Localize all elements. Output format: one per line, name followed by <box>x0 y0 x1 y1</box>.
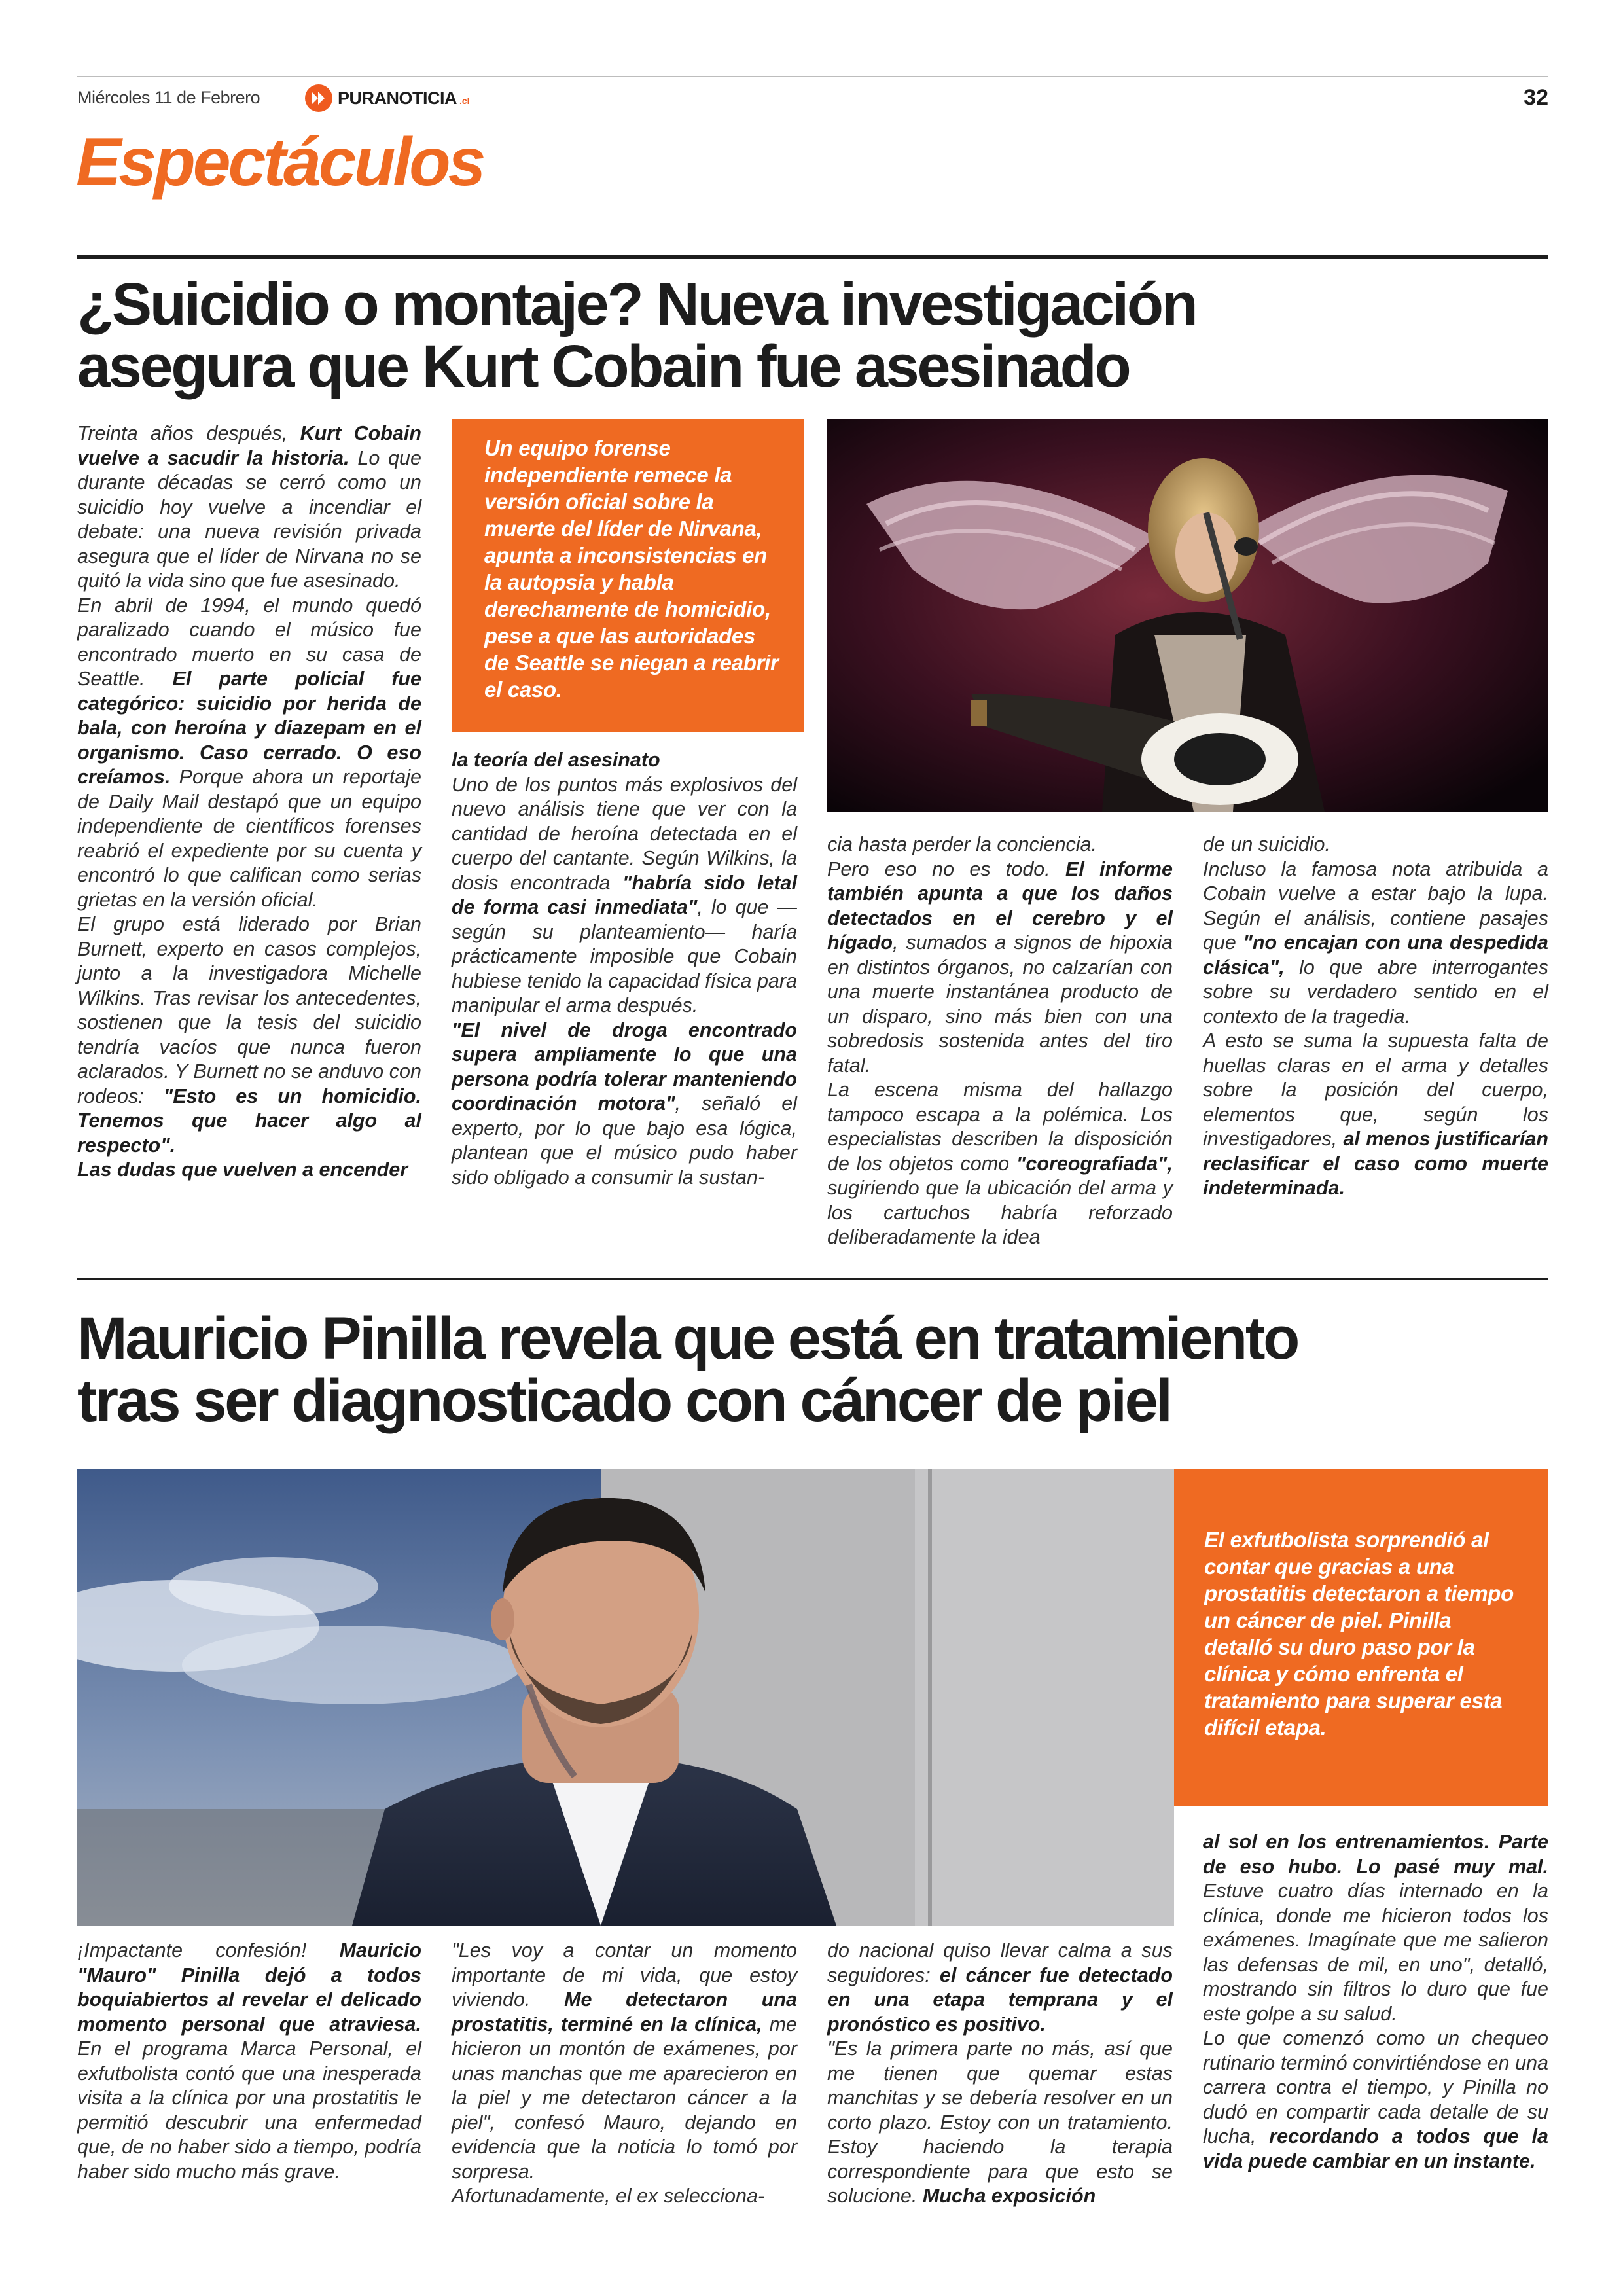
text-run-bold: "El nivel de droga encontrado supera ampliamente lo que una persona podría tolerar manteniendo coordinación motora" <box>452 1018 797 1115</box>
text-run: Incluso la famosa nota atribuida a Cobain vuelve a estar bajo la lupa. Según el análisis, contiene pasajes que <box>1203 857 1548 954</box>
article1-callout-text: Un equipo forense independiente remece la versión oficial sobre la muerte del líder de Nirvana, apunta a inconsistencias en la autopsia y habla derechamente de homicidio, pese a que las autoridades de Seattle se niegan a reabrir el caso. <box>484 436 779 702</box>
text-run: Porque ahora un reportaje de Daily Mail destapó que un equipo independiente de científicos forenses reabrió el expediente por su cuenta y encontró lo que califican como serias grietas en la versión oficial. <box>77 766 421 911</box>
text-run: me hicieron un montón de exámenes, por unas manchas que me aparecieron en la piel y me detectaron cáncer a la piel", confesó Mauro, dejando en evidencia que la noticia lo tomó por sorpresa. <box>452 2013 797 2183</box>
text-run: El grupo está liderado por Brian Burnett, experto en casos complejos, junto a la investigadora Michelle Wilkins. Tras revisar los antecedentes, sostienen que la tesis del suicidio tendría vacíos que nunca fueron aclarados. Y Burnett no se anduvo con rodeos: <box>77 913 421 1107</box>
article1-top-rule <box>77 255 1548 259</box>
text-run: cia hasta perder la conciencia. <box>827 833 1097 855</box>
text-run-bold: Mauricio "Mauro" Pinilla dejó a todos boquiabiertos al revelar el delicado momento personal que atraviesa. <box>77 1939 421 2036</box>
logo-text: PURANOTICIA <box>338 88 457 108</box>
page-number: 32 <box>1524 85 1548 110</box>
text-run: lo que abre interrogantes sobre su verdadero sentido en el contexto de la tragedia. <box>1203 956 1548 1028</box>
article1-headline-line2: asegura que Kurt Cobain fue asesinado <box>77 333 1130 400</box>
article2-column-1 <box>77 1939 421 2184</box>
text-run: Treinta años después, <box>77 422 300 444</box>
article1-column-1 <box>77 422 421 1183</box>
article2-headline <box>77 1305 1548 1434</box>
text-run: Afortunadamente, el ex selecciona- <box>452 2185 765 2207</box>
text-run-bold: Mucha exposición <box>922 2185 1096 2207</box>
text-run-bold: el cáncer fue detectado en una etapa temprana y el pronóstico es positivo. <box>827 1964 1173 2036</box>
text-run-bold: "coreografiada", <box>1016 1152 1173 1175</box>
text-run-bold: al sol en los entrenamientos. Parte de eso hubo. Lo pasé muy mal. <box>1203 1831 1548 1878</box>
section-title: Espectáculos <box>76 124 484 200</box>
article2-headline-line2: tras ser diagnosticado con cáncer de piel <box>77 1367 1171 1434</box>
text-run: , lo que —según su planteamiento— haría prácticamente imposible que Cobain hubiese tenido la capacidad física para manipular el arma después. <box>452 896 797 1016</box>
article2-photo <box>77 1469 1174 1926</box>
text-run: Estuve cuatro días internado en la clínica, donde me hicieron todos los exámenes. Imagínate que me salieron las defensas de mil, en uno", detalló, mostrando sin filtros lo duro que fue este golpe a su salud. <box>1203 1880 1548 2025</box>
article1-headline <box>77 271 1548 400</box>
logo-chevrons-icon <box>305 84 332 112</box>
text-run-bold: "Esto es un homicidio. Tenemos que hacer algo al respecto". <box>77 1085 421 1157</box>
text-run-bold: El parte policial fue categórico: suicidio por herida de bala, con heroína y diazepam en el organismo. Caso cerrado. O eso creíamos. <box>77 668 421 788</box>
article1-column-4 <box>1203 833 1548 1201</box>
article2-headline-line1: Mauricio Pinilla revela que está en tratamiento <box>77 1305 1298 1372</box>
text-run: do nacional quiso llevar calma a sus seguidores: <box>827 1939 1173 1986</box>
article1-headline-line1: ¿Suicidio o montaje? Nueva investigación <box>77 271 1196 338</box>
issue-date: Miércoles 11 de Febrero <box>77 88 260 107</box>
text-run-bold: Me detectaron una prostatitis, terminé en la clínica, <box>452 1988 797 2036</box>
article1-photo <box>827 419 1548 812</box>
article2-callout-text: El exfutbolista sorprendió al contar que gracias a una prostatitis detectaron a tiempo un cáncer de piel. Pinilla detalló su duro paso por la clínica y cómo enfrenta el tratamiento para superar esta difícil etapa. <box>1204 1528 1514 1740</box>
pinilla-photo-image <box>77 1469 1174 1926</box>
logo-suffix: .cl <box>459 96 470 106</box>
article1-callout <box>452 419 804 732</box>
text-run: La escena misma del hallazgo tampoco escapa a la polémica. Los especialistas describen la disposición de los objetos como <box>827 1079 1173 1175</box>
text-run-bold: Kurt Cobain vuelve a sacudir la historia. <box>77 422 422 469</box>
text-run: "Es la primera parte no más, así que me tienen que quemar estas manchitas y se debería resolver en un corto plazo. Estoy con un tratamiento. Estoy haciendo la terapia correspondiente para que esto se solucione. <box>827 2037 1173 2207</box>
text-run: de un suicidio. <box>1203 833 1330 855</box>
text-run: sugiriendo que la ubicación del arma y los cartuchos habría reforzado deliberadamente la idea <box>827 1177 1173 1248</box>
article1-column-3 <box>827 833 1173 1250</box>
text-run: ¡Impactante confesión! <box>77 1939 340 1962</box>
text-run: Lo que comenzó como un chequeo rutinario terminó convirtiéndose en una carrera contra el tiempo, y Pinilla no dudó en compartir cada detalle de su lucha, <box>1203 2027 1548 2147</box>
text-run: , sumados a signos de hipoxia en distintos órganos, no calzarían con una muerte instantánea producto de un disparo, sino más bien con una sobredosis sostenida antes del tiro fatal. <box>827 931 1173 1077</box>
cobain-photo-image <box>827 419 1548 812</box>
text-run-bold: "no encajan con una despedida clásica", <box>1203 931 1548 978</box>
text-run-bold: al menos justificarían reclasificar el caso como muerte indeterminada. <box>1203 1128 1548 1199</box>
text-run: En abril de 1994, el mundo quedó paralizado cuando el músico fue encontrado muerto en su casa de Seattle. <box>77 594 421 690</box>
text-run: "Les voy a contar un momento importante de mi vida, que estoy viviendo. <box>452 1939 797 2011</box>
article2-column-3 <box>827 1939 1173 2209</box>
article2-callout <box>1174 1469 1548 1806</box>
text-run: Uno de los puntos más explosivos del nuevo análisis tiene que ver con la cantidad de heroína detectada en el cuerpo del cantante. Según Wilkins, la dosis encontrada <box>452 773 797 894</box>
text-run: , señaló el experto, por lo que bajo esa lógica, plantean que el músico pudo haber sido obligado a consumir la sustan- <box>452 1092 797 1189</box>
text-run: Lo que durante décadas se cerró como un suicidio hoy vuelve a incendiar el debate: una nueva revisión privada asegura que el líder de Nirvana no se quitó la vida sino que fue asesinado. <box>77 446 421 592</box>
site-logo[interactable] <box>305 84 470 113</box>
text-run: En el programa Marca Personal, el exfutbolista contó que una inesperada visita a la clínica por una prostatitis le permitió descubrir una enfermedad que, de no haber sido a tiempo, podría haber sido mucho más grave. <box>77 2037 421 2183</box>
article2-top-rule <box>77 1278 1548 1280</box>
article2-column-2 <box>452 1939 797 2209</box>
text-run-bold: "habría sido letal de forma casi inmediata" <box>452 871 797 918</box>
article1-subhead-1: Las dudas que vuelven a encender <box>77 1158 408 1181</box>
article1-column-2 <box>452 748 797 1190</box>
text-run: A esto se suma la supuesta falta de huellas claras en el arma y detalles sobre la posición del cuerpo, elementos que, según los investigadores, <box>1203 1030 1548 1150</box>
text-run-bold: recordando a todos que la vida puede cambiar en un instante. <box>1203 2125 1548 2172</box>
text-run: Pero eso no es todo. <box>827 857 1066 880</box>
header-rule <box>77 76 1548 77</box>
article2-column-4 <box>1203 1830 1548 2174</box>
text-run-bold: El informe también apunta a que los daños detectados en el cerebro y el hígado <box>827 857 1173 954</box>
article1-subhead-2: la teoría del asesinato <box>452 749 660 771</box>
